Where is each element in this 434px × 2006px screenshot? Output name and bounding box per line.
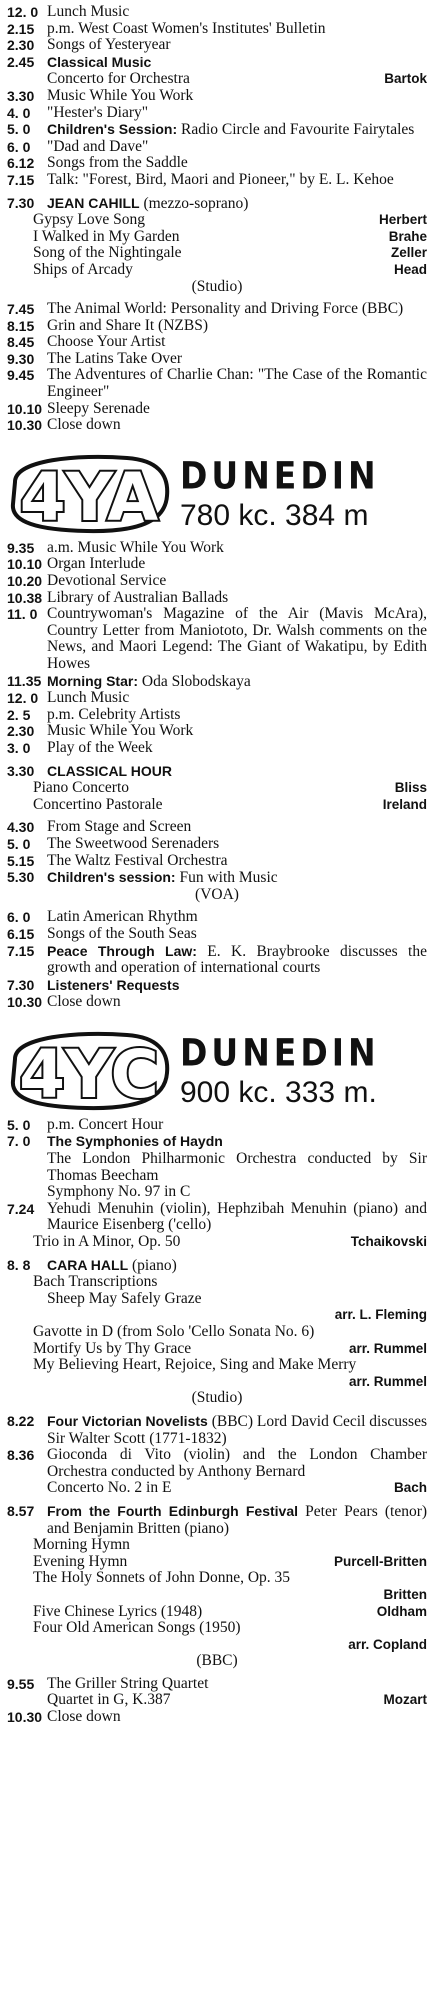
composer: Tchaikovski xyxy=(350,1234,427,1250)
time: 7.30 xyxy=(7,194,35,211)
composer: Bliss xyxy=(394,780,427,796)
time: 4. 0 xyxy=(7,104,31,121)
program-title: Children's session: xyxy=(47,869,176,886)
work-line xyxy=(7,1341,427,1358)
program-entry xyxy=(7,1413,427,1447)
station-callsign: 4YC xyxy=(19,1035,159,1111)
studio-note: (Studio) xyxy=(191,1389,243,1407)
time: 10.10 xyxy=(7,556,43,573)
arranger: arr. Rummel xyxy=(348,1340,427,1356)
program-text: From Stage and Screen xyxy=(47,818,192,836)
station-logo-4yc xyxy=(7,1029,172,1111)
time: 4.30 xyxy=(7,819,35,836)
time: 12. 0 xyxy=(7,4,39,20)
time: 8.45 xyxy=(7,334,35,351)
work-title: Four Old American Songs (1950) xyxy=(33,1619,241,1637)
program-text: Latin American Rhythm xyxy=(47,908,198,926)
work-title: Sheep May Safely Graze xyxy=(47,1289,202,1307)
program-text: Talk: "Forest, Bird, Maori and Pioneer," by E. L. Kehoe xyxy=(47,170,394,188)
program-entry xyxy=(7,590,427,607)
program-entry xyxy=(7,155,427,172)
program-text: Songs from the Saddle xyxy=(47,154,188,172)
work-line xyxy=(7,1357,427,1374)
program-text: "Dad and Dave" xyxy=(47,137,149,155)
song-line xyxy=(7,212,427,229)
program-text: Oda Slobodskaya xyxy=(141,672,251,690)
source-note: (BBC) xyxy=(196,1652,238,1670)
composer: Oldham xyxy=(376,1603,427,1619)
arranger-line xyxy=(7,1637,427,1654)
program-text: Organ Interlude xyxy=(47,555,146,573)
station-logo-4ya-graphic xyxy=(7,452,172,534)
program-text: a.m. Music While You Work xyxy=(47,538,224,556)
program-entry xyxy=(7,4,427,21)
program-entry xyxy=(7,121,427,139)
work-title: The Holy Sonnets of John Donne, Op. 35 xyxy=(33,1569,291,1587)
time: 6. 0 xyxy=(7,138,31,155)
program-entry xyxy=(7,540,427,557)
time: 8.36 xyxy=(7,1447,35,1464)
station-schedule-4yc xyxy=(7,1117,427,1726)
frequency: 900 kc. 333 m. xyxy=(180,1075,377,1109)
composer: Head xyxy=(393,261,427,277)
work-title: Quartet in G, K.387 xyxy=(47,1691,171,1709)
program-entry xyxy=(7,37,427,54)
program-title: Peace Through Law: xyxy=(47,942,197,959)
program-text: The Adventures of Charlie Chan: "The Case of the Romantic Engineer" xyxy=(47,366,427,401)
time: 12. 0 xyxy=(7,690,39,707)
time: 7.45 xyxy=(7,301,35,318)
program-text: p.m. West Coast Women's Institutes' Bulletin xyxy=(47,19,326,37)
program-text: p.m. Celebrity Artists xyxy=(47,705,181,723)
program-title: Listeners' Requests xyxy=(47,976,180,993)
program-entry xyxy=(7,836,427,853)
time: 3.30 xyxy=(7,87,35,104)
time: 10.30 xyxy=(7,1709,43,1726)
work-title: Symphony No. 97 in C xyxy=(47,1183,191,1201)
program-text: Sleepy Serenade xyxy=(47,399,150,417)
time: 10.30 xyxy=(7,417,43,434)
composer: Ireland xyxy=(382,796,427,812)
time: 6.15 xyxy=(7,925,35,942)
composer: Bartok xyxy=(384,71,427,87)
program-entry xyxy=(7,1117,427,1134)
program-title: Children's Session: xyxy=(47,121,178,138)
composer: Bach xyxy=(393,1480,427,1496)
program-entry xyxy=(7,763,427,781)
time: 9.30 xyxy=(7,350,35,367)
station-logo-4yc-graphic xyxy=(7,1029,172,1111)
work-line xyxy=(7,1480,427,1497)
program-entry xyxy=(7,417,427,434)
time: 9.45 xyxy=(7,367,35,384)
program-entry xyxy=(7,573,427,590)
program-entry xyxy=(7,1503,427,1537)
program-entry xyxy=(7,367,427,400)
program-text: The Sweetwood Serenaders xyxy=(47,834,220,852)
work-title: Concertino Pastorale xyxy=(33,795,163,813)
program-text: Library of Australian Ballads xyxy=(47,588,229,606)
program-entry xyxy=(7,869,427,887)
work-title: Trio in A Minor, Op. 50 xyxy=(33,1233,181,1251)
song-title: Gypsy Love Song xyxy=(33,211,145,229)
program-entry xyxy=(7,301,427,318)
work-title: Concerto No. 2 in E xyxy=(47,1479,172,1497)
work-title: Gavotte in D (from Solo 'Cello Sonata No. 6) xyxy=(33,1323,315,1340)
program-text: Close down xyxy=(47,416,121,434)
composer-line xyxy=(7,1587,427,1604)
work-line xyxy=(7,1570,427,1587)
program-entry xyxy=(7,105,427,122)
program-entry xyxy=(7,195,427,213)
program-text: The London Philharmonic Orchestra conducted by Sir Thomas Beecham xyxy=(47,1150,427,1184)
program-entry xyxy=(7,707,427,724)
city-name: DUNEDIN xyxy=(180,1030,380,1075)
song-line xyxy=(7,245,427,262)
composer: Mozart xyxy=(383,1692,427,1708)
program-text: Fun with Music xyxy=(179,869,278,887)
program-text: Radio Circle and Favourite Fairytales xyxy=(181,121,415,139)
program-text: Countrywoman's Magazine of the Air (Mavis McAra), Country Letter from Maniototo, Dr. Walsh comments on the News, and Maori Legend: The Giant of Wakatipu, by Edith Howes xyxy=(47,605,427,672)
arranger: arr. Copland xyxy=(348,1636,427,1652)
program-entry xyxy=(7,977,427,995)
studio-note: (Studio) xyxy=(191,277,243,295)
work-title: Five Chinese Lyrics (1948) xyxy=(33,1602,203,1620)
program-title: Four Victorian Novelists xyxy=(47,1412,208,1429)
station-header-4ya xyxy=(7,452,427,534)
work-title: Concerto for Orchestra xyxy=(47,70,190,88)
program-entry xyxy=(7,1447,427,1480)
program-entry xyxy=(7,926,427,943)
work-line xyxy=(7,797,427,814)
program-entry xyxy=(7,88,427,105)
program-entry xyxy=(7,1676,427,1693)
song-line xyxy=(7,262,427,279)
work-line xyxy=(7,1604,427,1621)
program-entry xyxy=(7,853,427,870)
program-title: JEAN CAHILL xyxy=(47,194,140,211)
program-text: The Waltz Festival Orchestra xyxy=(47,851,228,869)
time: 10.38 xyxy=(7,589,43,606)
work-title: My Believing Heart, Rejoice, Sing and Make Merry xyxy=(33,1356,357,1374)
time: 2.30 xyxy=(7,723,35,740)
work-line xyxy=(7,1537,427,1554)
time: 2.30 xyxy=(7,37,35,54)
work-title: Bach Transcriptions xyxy=(33,1273,158,1291)
program-entry xyxy=(7,740,427,757)
work-line xyxy=(7,1620,427,1637)
program-entry xyxy=(7,994,427,1011)
time: 5.30 xyxy=(7,869,35,886)
program-title: From the Fourth Edinburgh Festival xyxy=(47,1502,299,1519)
time: 6.12 xyxy=(7,155,35,172)
song-line xyxy=(7,229,427,246)
arranger-line xyxy=(7,1374,427,1391)
work-line xyxy=(7,780,427,797)
station-schedule-4ya xyxy=(7,540,427,1011)
time: 10.20 xyxy=(7,573,43,590)
program-entry xyxy=(7,943,427,977)
program-entry xyxy=(7,673,427,691)
program-entry xyxy=(7,318,427,335)
time: 10.30 xyxy=(7,994,43,1011)
program-text: Grin and Share It (NZBS) xyxy=(47,316,208,334)
time: 9.55 xyxy=(7,1675,35,1692)
program-text: The Animal World: Personality and Driving Force (BBC) xyxy=(47,300,404,318)
program-entry xyxy=(7,723,427,740)
song-title: Song of the Nightingale xyxy=(33,244,182,262)
time: 9.35 xyxy=(7,539,35,556)
program-text: The Latins Take Over xyxy=(47,349,183,367)
time: 11.35 xyxy=(7,672,42,689)
time: 5. 0 xyxy=(7,1116,31,1133)
time: 7.24 xyxy=(7,1200,35,1217)
composer: Britten xyxy=(383,1586,427,1602)
time: 7.15 xyxy=(7,942,35,959)
time: 3. 0 xyxy=(7,739,31,756)
program-text: Music While You Work xyxy=(47,86,194,104)
program-entry xyxy=(7,1133,427,1184)
program-text: Play of the Week xyxy=(47,738,153,756)
work-line xyxy=(7,71,427,88)
program-entry xyxy=(7,351,427,368)
program-entry xyxy=(7,1201,427,1234)
work-title: Evening Hymn xyxy=(33,1552,128,1570)
program-text: Devotional Service xyxy=(47,572,167,590)
time: 5. 0 xyxy=(7,835,31,852)
station-header-4yc xyxy=(7,1029,427,1111)
program-text: (piano) xyxy=(132,1256,177,1274)
time: 5.15 xyxy=(7,852,35,869)
program-entry xyxy=(7,172,427,189)
composer: Brahe xyxy=(388,228,427,244)
program-text: Close down xyxy=(47,1708,121,1726)
time: 7.15 xyxy=(7,171,35,188)
time: 5. 0 xyxy=(7,121,31,138)
program-entry xyxy=(7,909,427,926)
work-line xyxy=(7,1692,427,1709)
time: 7.30 xyxy=(7,976,35,993)
time: 2.15 xyxy=(7,20,35,37)
work-line xyxy=(7,1291,427,1308)
program-text: (BBC) Lord David Cecil discusses Sir Walter Scott (1771-1832) xyxy=(47,1412,427,1447)
work-title: Piano Concerto xyxy=(33,779,129,797)
program-entry xyxy=(7,690,427,707)
time: 6. 0 xyxy=(7,909,31,926)
song-title: Ships of Arcady xyxy=(33,260,133,278)
program-entry xyxy=(7,21,427,38)
song-title: I Walked in My Garden xyxy=(33,227,180,245)
program-entry xyxy=(7,139,427,156)
program-text: E. K. Braybrooke discusses the growth and operation of international courts xyxy=(47,942,427,977)
time: 11. 0 xyxy=(7,606,38,623)
program-entry xyxy=(7,1257,427,1275)
time: 8.57 xyxy=(7,1502,35,1519)
program-text: "Hester's Diary" xyxy=(47,103,149,121)
program-entry xyxy=(7,1709,427,1726)
city-name: DUNEDIN xyxy=(180,453,380,498)
work-line xyxy=(7,1554,427,1571)
program-title: Morning Star: xyxy=(47,672,138,689)
program-title: CARA HALL xyxy=(47,1256,129,1273)
work-line xyxy=(7,1234,427,1251)
time: 8. 8 xyxy=(7,1256,31,1273)
work-line xyxy=(7,1274,427,1291)
program-text: Gioconda di Vito (violin) and the London Chamber Orchestra conducted by Anthony Bernard xyxy=(47,1446,427,1480)
time: 2.45 xyxy=(7,53,35,70)
program-text: Songs of Yesteryear xyxy=(47,36,171,54)
work-title: Morning Hymn xyxy=(33,1536,130,1554)
program-text: Close down xyxy=(47,993,121,1011)
composer: Zeller xyxy=(390,245,427,261)
station-schedule-continued xyxy=(7,4,427,434)
program-text: Songs of the South Seas xyxy=(47,924,197,942)
program-entry xyxy=(7,606,427,672)
program-text: Yehudi Menuhin (violin), Hephzibah Menuhin (piano) and Maurice Eisenberg ('cello) xyxy=(47,1199,427,1234)
frequency: 780 kc. 384 m xyxy=(180,498,369,532)
arranger: arr. Rummel xyxy=(348,1373,427,1389)
program-entry xyxy=(7,556,427,573)
program-title: CLASSICAL HOUR xyxy=(47,762,172,779)
program-text: The Griller String Quartet xyxy=(47,1674,209,1692)
time: 8.15 xyxy=(7,317,35,334)
time: 2. 5 xyxy=(7,706,31,723)
station-callsign: 4YA xyxy=(19,458,159,534)
program-text: Lunch Music xyxy=(47,689,130,707)
program-title: The Symphonies of Haydn xyxy=(47,1133,223,1150)
work-line xyxy=(7,1184,427,1201)
program-entry xyxy=(7,334,427,351)
program-text: Choose Your Artist xyxy=(47,333,166,351)
work-line xyxy=(7,1324,427,1341)
program-title: Classical Music xyxy=(47,53,152,70)
time: 7. 0 xyxy=(7,1133,31,1150)
time: 8.22 xyxy=(7,1412,35,1429)
program-entry xyxy=(7,401,427,418)
program-text: Music While You Work xyxy=(47,722,194,740)
program-text: Peter Pears (tenor) and Benjamin Britten (piano) xyxy=(47,1502,428,1537)
composer: Purcell-Britten xyxy=(333,1553,427,1569)
arranger: arr. L. Fleming xyxy=(334,1307,427,1323)
program-text: Lunch Music xyxy=(47,3,130,20)
arranger-line xyxy=(7,1307,427,1324)
station-logo-4ya xyxy=(7,452,172,534)
time: 10.10 xyxy=(7,400,43,417)
composer: Herbert xyxy=(378,212,427,228)
program-text: (mezzo-soprano) xyxy=(143,194,249,212)
program-entry xyxy=(7,819,427,836)
time: 3.30 xyxy=(7,762,35,779)
program-text: p.m. Concert Hour xyxy=(47,1115,164,1133)
work-title: Mortify Us by Thy Grace xyxy=(33,1339,192,1357)
source-note: (VOA) xyxy=(195,885,239,903)
program-entry xyxy=(7,54,427,72)
